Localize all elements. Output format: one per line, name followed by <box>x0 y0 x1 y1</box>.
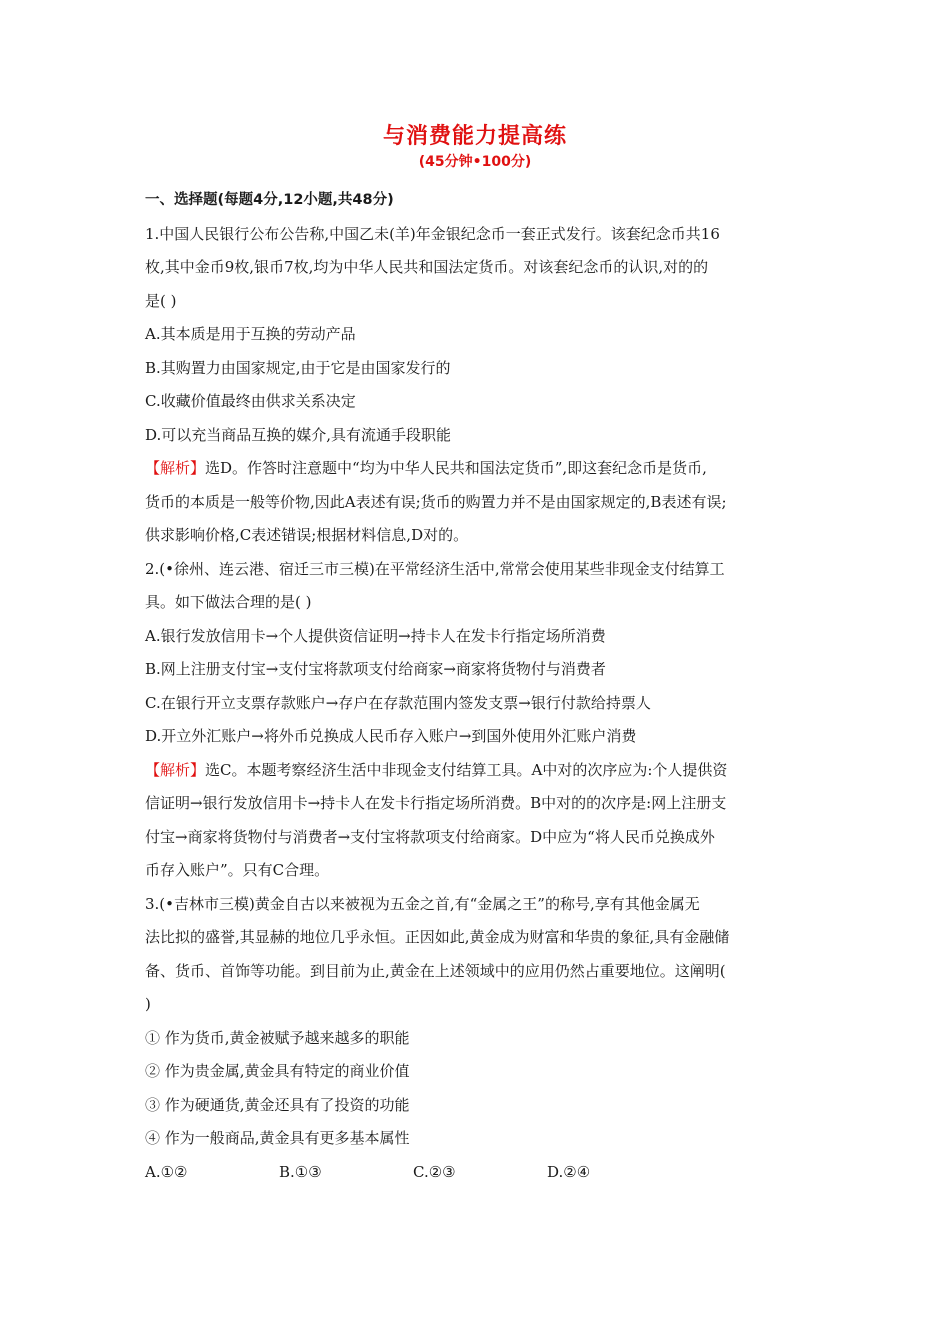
question-2-analysis-line: 付宝→商家将货物付与消费者→支付宝将款项支付给商家。D中应为“将人民币兑换成外 <box>145 827 715 846</box>
question-2-analysis <box>145 754 815 788</box>
question-1-analysis <box>145 452 815 486</box>
question-1-option-a: A.其本质是用于互换的劳动产品 <box>145 325 356 343</box>
choice-a: A.①② <box>145 1162 188 1181</box>
question-1-option-b: B.其购置力由国家规定,由于它是由国家发行的 <box>145 358 451 377</box>
question-1-line: 1.中国人民银行公布公告称,中国乙未(羊)年金银纪念币一套正式发行。该套纪念币共16 <box>145 224 720 243</box>
question-2-option-d: D.开立外汇账户→将外币兑换成人民币存入账户→到国外使用外汇账户消费 <box>145 727 637 745</box>
question-3-statement-1: ① 作为货币,黄金被赋予越来越多的职能 <box>145 1028 410 1047</box>
question-1-analysis-line: 货币的本质是一般等价物,因此A表述有误;货币的购置力并不是由国家规定的,B表述有误; <box>145 492 727 511</box>
question-3-choices <box>145 1156 815 1190</box>
choice-c: C.②③ <box>413 1162 456 1181</box>
section-heading: 一、选择题(每题4分,12小题,共48分) <box>145 192 394 208</box>
question-2-line: 具。如下做法合理的是( ) <box>145 593 312 611</box>
choice-d: D.②④ <box>547 1162 591 1181</box>
question-3-line: ) <box>145 995 151 1013</box>
question-1-line: 是( ) <box>145 291 177 310</box>
page-title: 与消费能力提高练 <box>382 124 567 149</box>
question-2-analysis-line: 信证明→银行发放信用卡→持卡人在发卡行指定场所消费。B中对的的次序是:网上注册支 <box>145 794 727 812</box>
question-1-line: 枚,其中金币9枚,银币7枚,均为中华人民共和国法定货币。对该套纪念币的认识,对的的 <box>145 258 709 276</box>
question-2-option-c: C.在银行开立支票存款账户→存户在存款范围内签发支票→银行付款给持票人 <box>145 693 651 712</box>
question-2-option-b: B.网上注册支付宝→支付宝将款项支付给商家→商家将货物付与消费者 <box>145 660 606 678</box>
question-1-option-d: D.可以充当商品互换的媒介,具有流通手段职能 <box>145 425 452 444</box>
page-subtitle: (45分钟•100分) <box>418 154 532 170</box>
analysis-text: 选C。本题考察经济生活中非现金支付结算工具。A中对的次序应为:个人提供资 <box>205 760 728 779</box>
question-3-statement-3: ③ 作为硬通货,黄金还具有了投资的功能 <box>145 1095 410 1114</box>
question-2-option-a: A.银行发放信用卡→个人提供资信证明→持卡人在发卡行指定场所消费 <box>145 626 606 645</box>
analysis-label: 【解析】 <box>145 760 206 779</box>
analysis-text: 选D。作答时注意题中“均为中华人民共和国法定货币”,即这套纪念币是货币, <box>205 459 707 477</box>
document-body <box>145 184 815 1189</box>
choice-b: B.①③ <box>279 1162 322 1181</box>
question-1 <box>145 218 815 553</box>
question-3-line: 3.(•吉林市三模)黄金自古以来被视为五金之首,有“金属之王”的称号,享有其他金属无 <box>145 894 700 913</box>
question-2-line: 2.(•徐州、连云港、宿迁三市三模)在平常经济生活中,常常会使用某些非现金支付结算工 <box>145 559 725 578</box>
question-1-analysis-line: 供求影响价格,C表述错误;根据材料信息,D对的。 <box>145 526 469 544</box>
question-3-statement-4: ④ 作为一般商品,黄金具有更多基本属性 <box>145 1129 410 1147</box>
analysis-label: 【解析】 <box>145 459 206 477</box>
question-1-option-c: C.收藏价值最终由供求关系决定 <box>145 392 356 410</box>
question-2-analysis-line: 币存入账户”。只有C合理。 <box>145 861 330 879</box>
question-3-line: 备、货币、首饰等功能。到目前为止,黄金在上述领域中的应用仍然占重要地位。这阐明( <box>145 961 726 980</box>
question-2 <box>145 553 815 888</box>
question-3-statement-2: ② 作为贵金属,黄金具有特定的商业价值 <box>145 1062 410 1080</box>
question-3-line: 法比拟的盛誉,其显赫的地位几乎永恒。正因如此,黄金成为财富和华贵的象征,具有金融储 <box>145 928 730 946</box>
question-3 <box>145 888 815 1190</box>
